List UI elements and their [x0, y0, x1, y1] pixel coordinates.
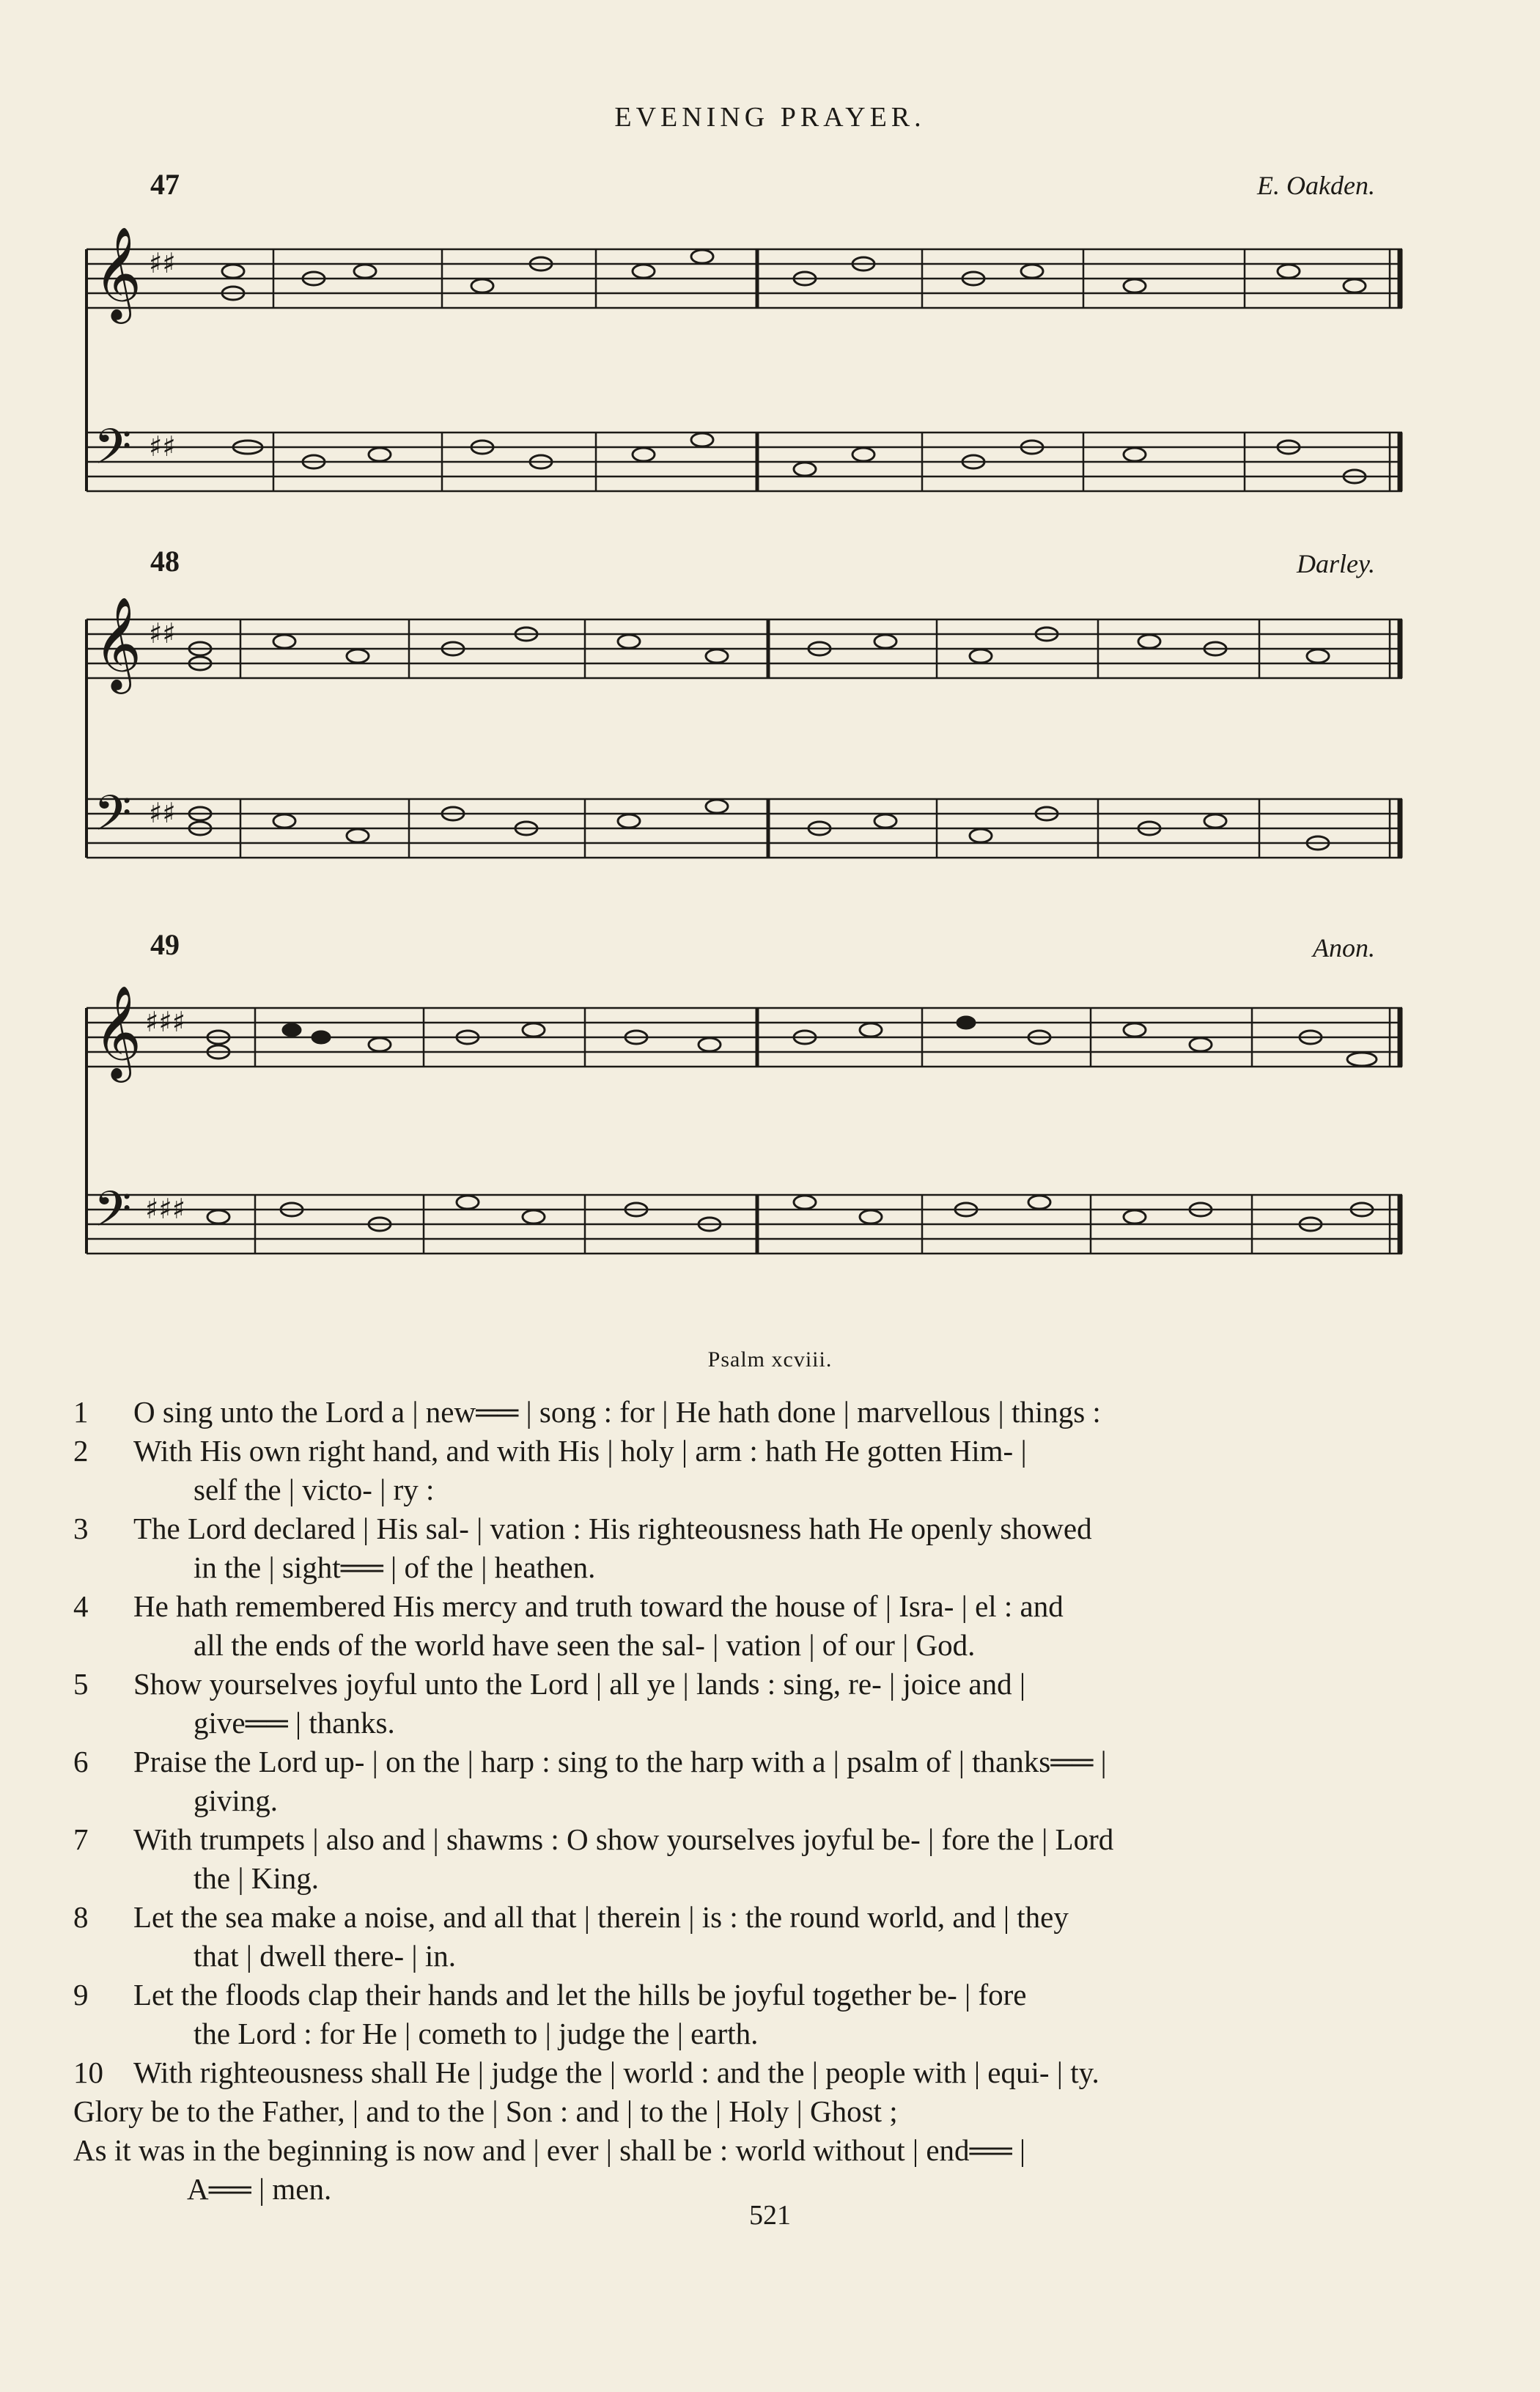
- verse-line: in the | sight══ | of the | heathen.: [194, 1550, 596, 1584]
- verse: [73, 1898, 1411, 1976]
- verse: [73, 1820, 1411, 1898]
- hymn-number: 48: [150, 545, 180, 578]
- psalm-title: Psalm xcviii.: [707, 1347, 833, 1372]
- verse-number: 2: [73, 1434, 89, 1468]
- verse-line: Let the floods clap their hands and let the hills be joyful together be- | fore: [133, 1978, 1027, 2012]
- verse: [73, 1393, 1411, 1432]
- composer-credit: E. Oakden.: [1257, 171, 1375, 200]
- verse-line: The Lord declared | His sal- | vation : His righteousness hath He openly showed: [133, 1512, 1092, 1545]
- verse-line: Let the sea make a noise, and all that | therein | is : the round world, and | they: [133, 1900, 1069, 1934]
- doxology-line: A══ | men.: [187, 2172, 332, 2206]
- svg-text:𝄢: 𝄢: [94, 1181, 132, 1249]
- svg-text:𝄢: 𝄢: [94, 785, 132, 853]
- verse-number: 8: [73, 1900, 89, 1934]
- verse: [73, 1587, 1411, 1665]
- verse-number: 3: [73, 1512, 89, 1545]
- music-score-49: [72, 968, 1413, 1364]
- verse: [73, 1665, 1411, 1743]
- svg-text:𝄢: 𝄢: [94, 419, 132, 487]
- svg-text:♯♯: ♯♯: [149, 430, 176, 463]
- verse-line: giving.: [194, 1784, 279, 1817]
- verse: [73, 1743, 1411, 1820]
- verse-line: all the ends of the world have seen the sal- | vation | of our | God.: [194, 1628, 976, 1662]
- svg-text:𝄞: 𝄞: [94, 596, 142, 690]
- svg-text:𝄞: 𝄞: [94, 985, 142, 1078]
- psalm-verses: [73, 1393, 1411, 2209]
- verse: [73, 2053, 1411, 2092]
- verse: [73, 1509, 1411, 1587]
- svg-text:𝄞: 𝄞: [94, 226, 142, 320]
- music-score-47: [72, 205, 1413, 601]
- verse-number: 5: [73, 1667, 89, 1701]
- verse-line: With His own right hand, and with His | holy | arm : hath He gotten Him- |: [133, 1434, 1027, 1468]
- verse-line: Show yourselves joyful unto the Lord | all ye | lands : sing, re- | joice and |: [133, 1667, 1026, 1701]
- svg-text:♯♯♯: ♯♯♯: [145, 1193, 186, 1225]
- verse: [73, 1976, 1411, 2053]
- svg-text:♯♯: ♯♯: [149, 797, 176, 829]
- page-number: 521: [749, 2200, 791, 2231]
- verse-line: the | King.: [194, 1861, 320, 1895]
- music-score-48: [72, 579, 1413, 975]
- verse-line: He hath remembered His mercy and truth toward the house of | Isra- | el : and: [133, 1589, 1064, 1623]
- doxology-line: Glory be to the Father, | and to the | Son : and | to the | Holy | Ghost ;: [73, 2094, 898, 2128]
- verse-line: self the | victo- | ry :: [194, 1473, 435, 1506]
- svg-text:♯♯: ♯♯: [149, 247, 176, 279]
- verse-line: O sing unto the Lord a | new══ | song : for | He hath done | marvellous | things :: [133, 1395, 1101, 1429]
- verse-number: 4: [73, 1589, 89, 1623]
- composer-credit: Anon.: [1313, 933, 1375, 963]
- verse-number: 9: [73, 1978, 89, 2012]
- hymn-number: 47: [150, 168, 180, 201]
- verse-line: With trumpets | also and | shawms : O show yourselves joyful be- | fore the | Lord: [133, 1822, 1114, 1856]
- running-head: EVENING PRAYER.: [614, 102, 926, 133]
- verse-number: 6: [73, 1745, 89, 1778]
- doxology-line: As it was in the beginning is now and | ever | shall be : world without | end══ |: [73, 2133, 1026, 2167]
- verse-line: With righteousness shall He | judge the | world : and the | people with | equi- | ty.: [133, 2056, 1099, 2089]
- verse-number: 7: [73, 1822, 89, 1856]
- verse-line: Praise the Lord up- | on the | harp : sing to the harp with a | psalm of | thanks══ |: [133, 1745, 1107, 1778]
- svg-text:♯♯: ♯♯: [149, 617, 176, 649]
- composer-credit: Darley.: [1297, 549, 1375, 578]
- verse: [73, 1432, 1411, 1509]
- doxology: [73, 2092, 1411, 2209]
- verse-line: the Lord : for He | cometh to | judge the | earth.: [194, 2017, 759, 2050]
- verse-number: 10: [73, 2056, 103, 2089]
- verse-number: 1: [73, 1395, 89, 1429]
- hymn-number: 49: [150, 928, 180, 961]
- svg-text:♯♯♯: ♯♯♯: [145, 1006, 186, 1038]
- verse-line: give══ | thanks.: [194, 1706, 395, 1740]
- verse-line: that | dwell there- | in.: [194, 1939, 456, 1973]
